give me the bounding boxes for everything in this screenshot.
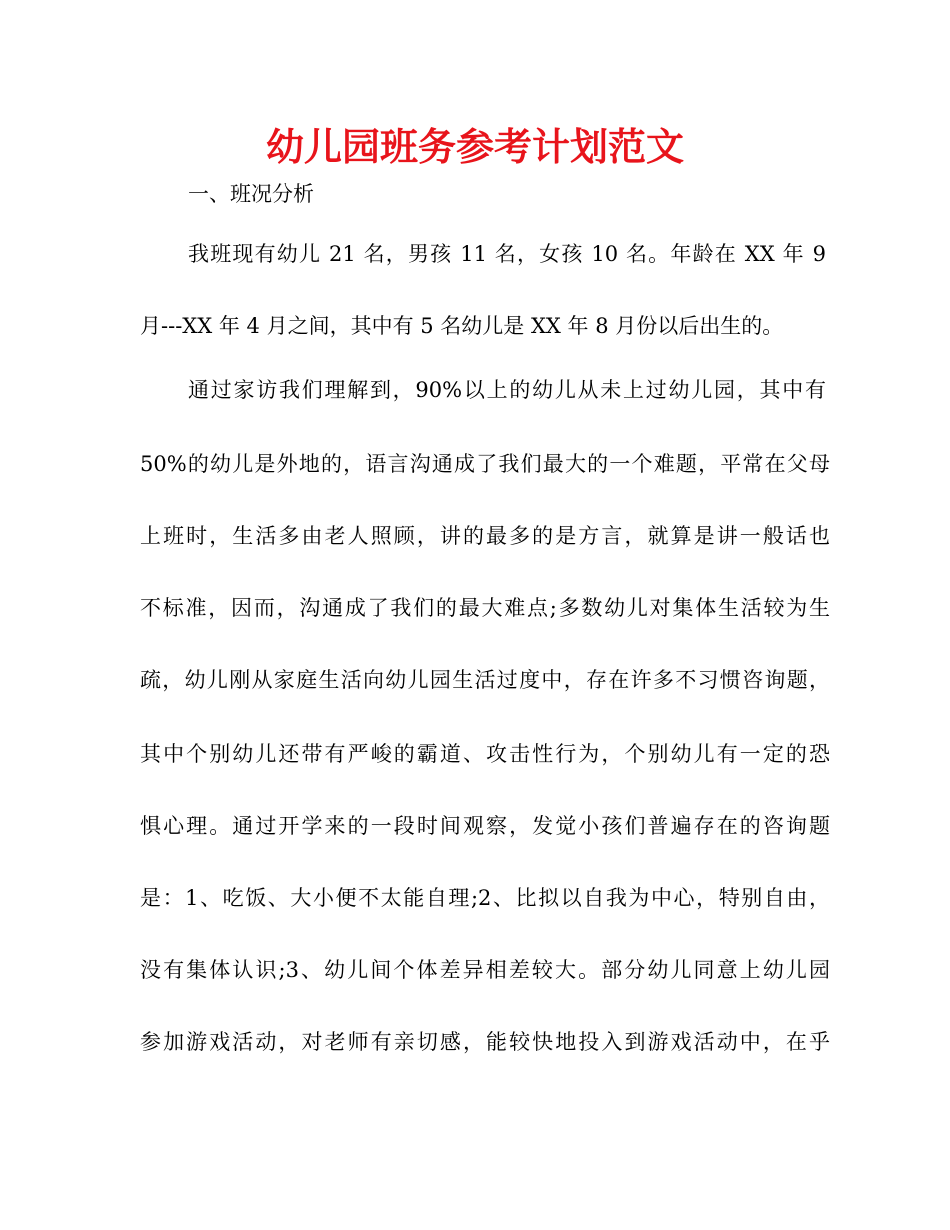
paragraph-line-7: 疏，幼儿刚从家庭生活向幼儿园生活过度中，存在许多不习惯咨询题，	[140, 668, 830, 692]
document-title: 幼儿园班务参考计划范文	[265, 125, 684, 169]
paragraph-line-9: 惧心理。通过开学来的一段时间观察，发觉小孩们普遍存在的咨询题	[140, 814, 830, 838]
paragraph-line-5: 上班时，生活多由老人照顾，讲的最多的是方言，就算是讲一般话也	[140, 524, 830, 548]
paragraph-line-12: 参加游戏活动，对老师有亲切感，能较快地投入到游戏活动中，在乎	[140, 1030, 830, 1054]
paragraph-line-1: 我班现有幼儿 21 名，男孩 11 名，女孩 10 名。年龄在 XX 年 9	[188, 242, 826, 266]
paragraph-line-8: 其中个别幼儿还带有严峻的霸道、攻击性行为，个别幼儿有一定的恐	[140, 742, 830, 766]
paragraph-line-4: 50%的幼儿是外地的，语言沟通成了我们最大的一个难题，平常在父母	[140, 452, 830, 476]
paragraph-line-6: 不标准，因而，沟通成了我们的最大难点;多数幼儿对集体生活较为生	[140, 596, 830, 620]
section-heading: 一、班况分析	[188, 182, 314, 206]
paragraph-line-11: 没有集体认识;3、幼儿间个体差异相差较大。部分幼儿同意上幼儿园	[140, 958, 830, 982]
paragraph-line-10: 是：1、吃饭、大小便不太能自理;2、比拟以自我为中心，特别自由，	[140, 886, 830, 910]
paragraph-line-2: 月---XX 年 4 月之间，其中有 5 名幼儿是 XX 年 8 月份以后出生的。	[140, 314, 784, 338]
paragraph-line-3: 通过家访我们理解到，90%以上的幼儿从未上过幼儿园，其中有	[188, 378, 826, 402]
